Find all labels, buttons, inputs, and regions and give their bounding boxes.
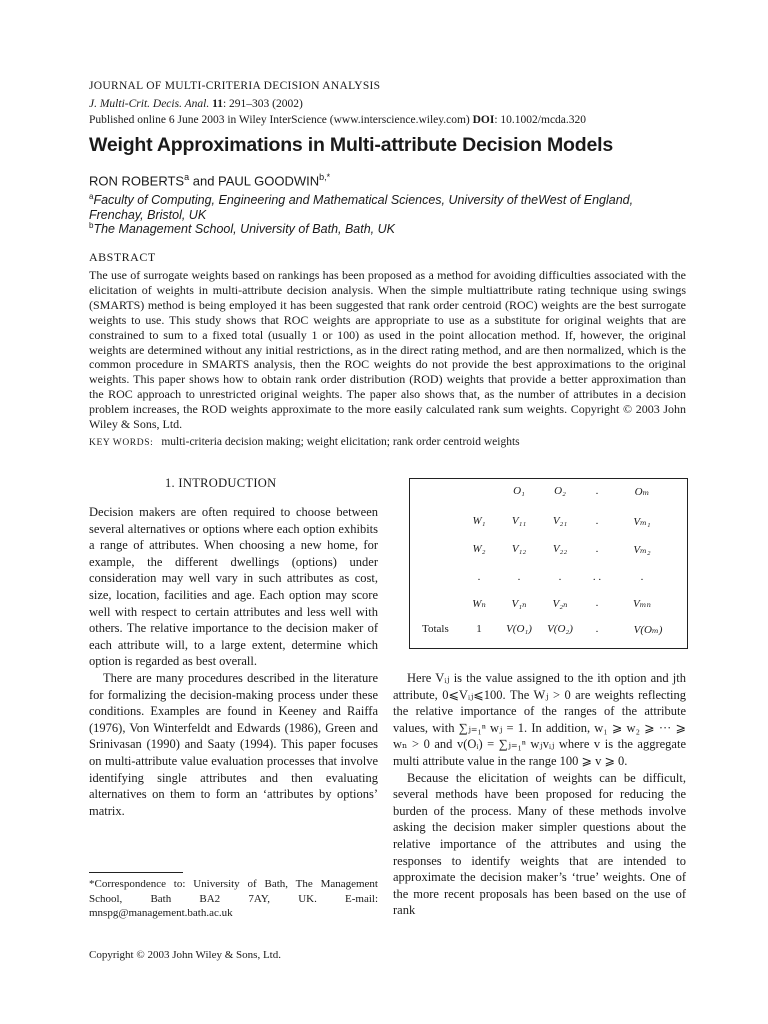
paper-title: Weight Approximations in Multi-attribute Decision Models [89, 134, 613, 156]
citation-volume: 11 [212, 98, 223, 110]
citation-journal-abbrev: J. Multi-Crit. Decis. Anal. [89, 98, 210, 110]
cell-dots-1: . [595, 515, 599, 527]
cell-v11: V₁₁ [511, 515, 527, 527]
abstract-heading: ABSTRACT [89, 250, 156, 264]
affiliation-a-mark: a [89, 192, 94, 201]
affiliation-a-text: Faculty of Computing, Engineering and Mathematical Sciences, University of theWest of England, Frenchay, Bristol, UK [89, 193, 634, 223]
author-1-affiliation-mark: a [184, 172, 190, 182]
right-column-text [393, 670, 686, 919]
section-heading-introduction: 1. INTRODUCTION [165, 476, 277, 490]
affiliation-b-text: The Management School, University of Bath, Bath, UK [93, 222, 395, 237]
col-header-o1: O₁ [513, 485, 525, 497]
totals-label: Totals [422, 623, 449, 635]
intro-paragraph-1: Decision makers are often required to choose between several alternatives or options where each option exhibits a range of attributes. When choosing a new home, for example, the different dwellings (options) under consideration may well vary in such attributes as cost, size, location, facilities and age. Each option may score well with respect to certain attributes and less well with others. The relative importance to the decision maker of each attribute will, to a large extent, determine which option is regarded as best overall. [89, 505, 378, 669]
citation-pages: : 291–303 (2002) [222, 98, 303, 110]
published-line [89, 114, 586, 126]
row-weight-w1: W₁ [472, 515, 486, 527]
cell-dots-3a: . [517, 571, 521, 583]
cell-dots-2: . [595, 543, 599, 555]
col-header-om: Oₘ [634, 486, 650, 498]
citation [89, 98, 303, 110]
cell-dots-3c: . . [592, 571, 602, 583]
cell-v1n: V₁ₙ [511, 598, 527, 610]
keywords-label: KEY WORDS: [89, 438, 154, 448]
correspondence-footnote: *Correspondence to: University of Bath, The Management School, Bath BA2 7AY, UK. E-mail: mnspg@management.bath.ac.uk [89, 878, 378, 919]
col-header-o2: O₂ [554, 485, 566, 497]
cell-vm1: Vₘ₁ [633, 516, 651, 528]
keywords [89, 436, 520, 448]
col-header-dots: . [595, 485, 599, 497]
introduction-text [89, 504, 378, 819]
row-weight-w2: W₂ [472, 543, 486, 555]
cell-vmn: Vₘₙ [633, 598, 651, 610]
right-paragraph-2: Because the elicitation of weights can be difficult, several methods have been proposed for reducing the burden of the process. Many of these methods involve asking the decision maker simpler questions about the relative importance of the attributes and using the responses to identify weights that are intended to approximate the decision maker’s ‘true’ weights. One of the more recent proposals has been based on the use of rank [393, 770, 686, 918]
abstract-body: The use of surrogate weights based on rankings has been proposed as a method for avoiding difficulties associated with the elicitation of weights in multi-attribute decision analysis. When the simple multiattribute rating technique using swings (SMARTS) method is being employed it has been suggested that rank order centroid (ROC) weights are the best surrogate weights to use. This study shows that ROC weights are appropriate to use as a substitute for original weights that are constrained to sum to a fixed total (usually 1 or 100) as used in the point allocation method. If, however, the original weights are determined without any initial restrictions, as in the direct rating method, and are then normalized, which is the common procedure in SMARTS analysis, then the ROC weights do not provide the best approximations to the original weights. This paper shows how to obtain rank order distribution (ROD) weights that provide a better approximation than the ROC approach to unrestricted original weights. The paper also shows that, as the number of attributes in a decision problem increases, the ROD weights approximate to the more easily calculated rank sum weights. Copyright © 2003 John Wiley & Sons, Ltd. [89, 268, 686, 432]
row-weight-wn: Wₙ [472, 598, 486, 610]
author-conjunction: and [189, 173, 219, 189]
author-2: PAUL GOODWIN [218, 173, 320, 189]
affiliation-b-mark: b [89, 221, 94, 230]
cell-dots-4: . [595, 597, 599, 609]
total-v-o2: V(O₂) [547, 623, 573, 635]
totals-weight: 1 [476, 623, 482, 635]
cell-v21: V₂₁ [552, 515, 568, 527]
attributes-options-matrix [409, 478, 688, 649]
cell-dots-3d: . [640, 571, 644, 583]
cell-dots-3b: . [558, 571, 562, 583]
row-weight-dots: . [477, 571, 481, 583]
affiliation-b [89, 218, 689, 237]
cell-v22: V₂₂ [552, 543, 568, 555]
cell-v12: V₁₂ [511, 543, 527, 555]
cell-v2n: V₂ₙ [552, 598, 568, 610]
published-text: Published online 6 June 2003 in Wiley InterScience (www.interscience.wiley.com) [89, 114, 470, 126]
author-1: RON ROBERTS [89, 173, 185, 189]
total-dots: . [595, 623, 599, 635]
total-v-om: V(Oₘ) [633, 624, 663, 636]
cell-vm2: Vₘ₂ [633, 544, 651, 556]
doi-value: : 10.1002/mcda.320 [494, 114, 587, 126]
doi-label: DOI [472, 114, 495, 126]
right-paragraph-1: Here Vᵢⱼ is the value assigned to the ith option and jth attribute, 0⩽Vᵢⱼ⩽100. The Wⱼ > 0 are weights reflecting the relative importance of the ranges of the attribute values, with ∑ⱼ₌₁ⁿ wⱼ = 1. In addition, w₁ ⩾ w₂ ⩾ ··· ⩾ wₙ > 0 and v(Oᵢ) = ∑ⱼ₌₁ⁿ wⱼvᵢⱼ where v is the aggregate multi attribute value in the range 100 ⩾ v ⩾ 0. [393, 671, 686, 768]
copyright-notice: Copyright © 2003 John Wiley & Sons, Ltd. [89, 949, 281, 961]
keywords-text: multi-criteria decision making; weight elicitation; rank order centroid weights [161, 436, 520, 448]
total-v-o1: V(O₁) [506, 623, 532, 635]
journal-name: JOURNAL OF MULTI-CRITERIA DECISION ANALYSIS [89, 80, 381, 92]
intro-paragraph-2: There are many procedures described in the literature for formalizing the decision-making process under these conditions. Examples are found in Keeney and Raiffa (1976), Von Winterfeldt and Edwards (1986), Green and Srinivasan (1990) and Saaty (1994). This paper focuses on multi-attribute value evaluation processes that involve identifying single attributes and then evaluating alternatives on them to form an ‘attributes by options’ matrix. [89, 670, 378, 818]
footnote-rule [89, 872, 183, 873]
author-line [89, 172, 330, 188]
author-2-affiliation-mark: b,* [319, 172, 331, 182]
